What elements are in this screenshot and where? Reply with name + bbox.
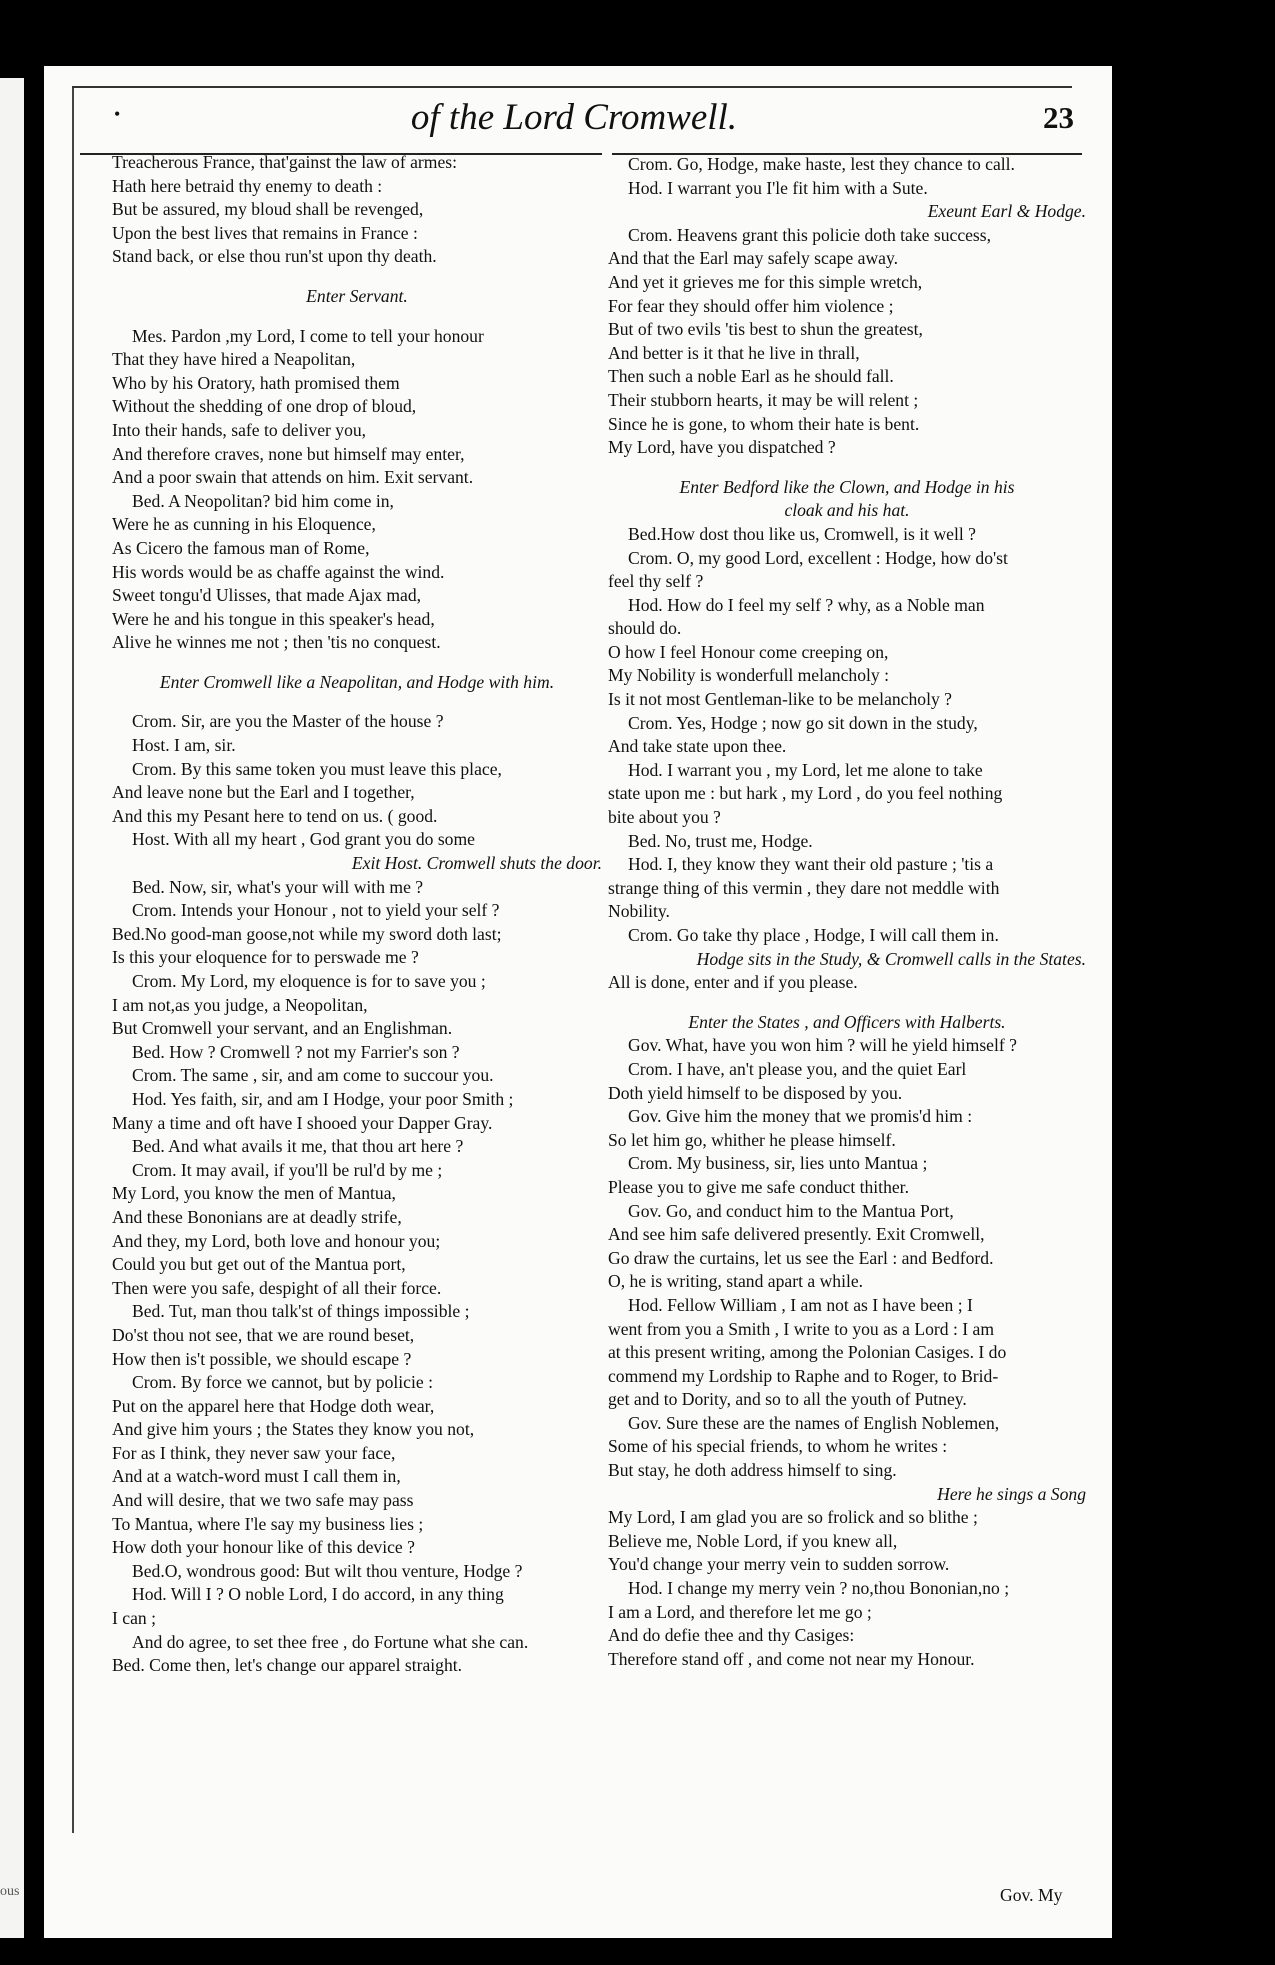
text-line: Bed. How ? Cromwell ? not my Farrier's son ? bbox=[132, 1041, 460, 1062]
text-line: Put on the apparel here that Hodge doth wear, bbox=[112, 1395, 435, 1416]
text-line: Bed. A Neopolitan? bid him come in, bbox=[132, 490, 394, 511]
text-line: And do agree, to set thee free , do Fortune what she can. bbox=[132, 1631, 529, 1652]
page-number: 23 bbox=[1043, 100, 1074, 135]
text-line: Sweet tongu'd Ulisses, that made Ajax mad, bbox=[112, 585, 422, 606]
text-line: Then such a noble Earl as he should fall. bbox=[608, 366, 894, 387]
text-line: And do defie thee and thy Casiges: bbox=[608, 1625, 855, 1646]
running-title: of the Lord Cromwell. bbox=[410, 97, 738, 138]
text-line: My Lord, I am glad you are so frolick and so blithe ; bbox=[608, 1507, 978, 1528]
text-line: Then were you safe, despight of all their force. bbox=[112, 1277, 442, 1298]
text-line: Could you but get out of the Mantua port, bbox=[112, 1254, 406, 1275]
text-line: And therefore craves, none but himself may enter, bbox=[112, 443, 465, 464]
text-line: Many a time and oft have I shooed your Dapper Gray. bbox=[112, 1112, 493, 1133]
text-line: Into their hands, safe to deliver you, bbox=[112, 419, 367, 440]
text-line: Crom. It may avail, if you'll be rul'd by me ; bbox=[132, 1159, 443, 1180]
text-line: at this present writing, among the Polonian Casiges. I do bbox=[608, 1342, 1007, 1363]
text-line: Exeunt Earl & Hodge. bbox=[927, 201, 1086, 222]
text-line: My Lord, have you dispatched ? bbox=[608, 437, 836, 458]
text-line: Hod. Fellow William , I am not as I have been ; I bbox=[628, 1294, 973, 1315]
text-line: Therefore stand off , and come not near my Honour. bbox=[608, 1648, 975, 1669]
catchword: Gov. My bbox=[1000, 1885, 1063, 1905]
text-line: All is done, enter and if you please. bbox=[608, 972, 858, 993]
text-line: Here he sings a Song bbox=[937, 1483, 1086, 1504]
text-line: You'd change your merry vein to sudden sorrow. bbox=[608, 1554, 950, 1575]
text-line: bite about you ? bbox=[608, 807, 721, 828]
text-line: Their stubborn hearts, it may be will relent ; bbox=[608, 389, 919, 410]
text-line: Hod. I, they know they want their old pasture ; 'tis a bbox=[628, 854, 994, 875]
text-line: Enter Bedford like the Clown, and Hodge in his bbox=[679, 476, 1015, 497]
left-column bbox=[112, 151, 602, 1678]
text-line: And these Bononians are at deadly strife, bbox=[112, 1206, 402, 1227]
text-line: Is this your eloquence for to perswade me ? bbox=[112, 947, 419, 968]
frame-left-line bbox=[72, 88, 74, 1833]
text-line: Host. With all my heart , God grant you do some bbox=[132, 829, 475, 850]
text-line: So let him go, whither he please himself. bbox=[608, 1129, 896, 1150]
text-line: And will desire, that we two safe may pass bbox=[112, 1490, 414, 1511]
text-line: Crom. By force we cannot, but by policie : bbox=[132, 1372, 433, 1393]
text-line: And that the Earl may safely scape away. bbox=[608, 248, 899, 269]
text-line: Enter the States , and Officers with Halberts. bbox=[688, 1011, 1006, 1032]
text-line: To Mantua, where I'le say my business lies ; bbox=[112, 1513, 424, 1534]
text-line: His words would be as chaffe against the wind. bbox=[112, 561, 445, 582]
previous-page-edge bbox=[0, 78, 24, 1938]
text-line: Doth yield himself to be disposed by you. bbox=[608, 1082, 903, 1103]
text-line: Crom. I have, an't please you, and the quiet Earl bbox=[628, 1058, 967, 1079]
text-line: Do'st thou not see, that we are round beset, bbox=[112, 1324, 415, 1345]
text-line: I am a Lord, and therefore let me go ; bbox=[608, 1601, 872, 1622]
text-line: Mes. Pardon ,my Lord, I come to tell your honour bbox=[132, 325, 484, 346]
text-line: And they, my Lord, both love and honour you; bbox=[112, 1230, 441, 1251]
text-line: Bed. Tut, man thou talk'st of things impossible ; bbox=[132, 1301, 470, 1322]
text-line: And see him safe delivered presently. Exit Cromwell, bbox=[608, 1224, 985, 1245]
text-line: feel thy self ? bbox=[608, 571, 704, 592]
text-line: O, he is writing, stand apart a while. bbox=[608, 1271, 864, 1292]
text-line: Treacherous France, that'gainst the law of armes: bbox=[112, 152, 458, 172]
text-line: Upon the best lives that remains in France : bbox=[112, 222, 418, 243]
text-line: But be assured, my bloud shall be revenged, bbox=[112, 199, 424, 220]
text-line: Hod. I change my merry vein ? no,thou Bononian,no ; bbox=[628, 1578, 1010, 1599]
text-line: should do. bbox=[608, 618, 682, 639]
text-line: Gov. Give him the money that we promis'd him : bbox=[628, 1106, 973, 1127]
text-line: I can ; bbox=[112, 1608, 156, 1629]
text-line: How doth your honour like of this device ? bbox=[112, 1537, 415, 1558]
text-line: Hod. I warrant you , my Lord, let me alone to take bbox=[628, 759, 983, 780]
text-line: Bed. No, trust me, Hodge. bbox=[628, 830, 813, 851]
text-line: Bed. Come then, let's change our apparel straight. bbox=[112, 1655, 463, 1676]
text-line: Nobility. bbox=[608, 901, 670, 922]
text-line: But of two evils 'tis best to shun the greatest, bbox=[608, 319, 923, 340]
text-line: Bed.No good-man goose,not while my sword doth last; bbox=[112, 923, 502, 944]
text-line: Alive he winnes me not ; then 'tis no conquest. bbox=[112, 632, 441, 653]
text-line: Please you to give me safe conduct thither. bbox=[608, 1176, 909, 1197]
text-line: And better is it that he live in thrall, bbox=[608, 342, 860, 363]
text-line: Crom. My business, sir, lies unto Mantua ; bbox=[628, 1153, 928, 1174]
text-line: And take state upon thee. bbox=[608, 736, 787, 757]
text-line: Believe me, Noble Lord, if you knew all, bbox=[608, 1530, 898, 1551]
text-line bbox=[112, 269, 602, 285]
text-line: Hodge sits in the Study, & Cromwell calls in the States. bbox=[696, 948, 1086, 969]
text-line: And a poor swain that attends on him. Exit servant. bbox=[112, 467, 474, 488]
text-line: Who by his Oratory, hath promised them bbox=[112, 372, 400, 393]
text-line: And at a watch-word must I call them in, bbox=[112, 1466, 401, 1487]
page-header bbox=[74, 92, 1074, 152]
text-line: Hod. Yes faith, sir, and am I Hodge, your poor Smith ; bbox=[132, 1088, 514, 1109]
text-line: Bed. Now, sir, what's your will with me ? bbox=[132, 876, 424, 897]
text-line: Crom. Go, Hodge, make haste, lest they chance to call. bbox=[628, 154, 1015, 174]
text-line: For fear they should offer him violence ; bbox=[608, 295, 894, 316]
text-line bbox=[112, 309, 602, 325]
text-line: Hod. How do I feel my self ? why, as a Noble man bbox=[628, 594, 985, 615]
text-line: My Lord, you know the men of Mantua, bbox=[112, 1183, 396, 1204]
text-line: Were he as cunning in his Eloquence, bbox=[112, 514, 376, 535]
text-line: Bed.How dost thou like us, Cromwell, is it well ? bbox=[628, 523, 976, 544]
text-line: cloak and his hat. bbox=[784, 500, 910, 521]
text-line: Gov. What, have you won him ? will he yield himself ? bbox=[628, 1035, 1017, 1056]
text-line bbox=[112, 694, 602, 710]
text-line: O how I feel Honour come creeping on, bbox=[608, 641, 889, 662]
text-line: Enter Servant. bbox=[306, 285, 408, 306]
text-line: Bed.O, wondrous good: But wilt thou venture, Hodge ? bbox=[132, 1560, 523, 1581]
text-line bbox=[608, 995, 1086, 1011]
text-line: Exit Host. Cromwell shuts the door. bbox=[351, 853, 602, 874]
text-line: My Nobility is wonderfull melancholy : bbox=[608, 665, 889, 686]
text-line: Since he is gone, to whom their hate is bent. bbox=[608, 413, 920, 434]
text-line: Hod. I warrant you I'le fit him with a Sute. bbox=[628, 177, 928, 198]
header-ornament: • bbox=[114, 104, 121, 124]
text-line: Crom. Intends your Honour , not to yield your self ? bbox=[132, 900, 500, 921]
text-line: Hath here betraid thy enemy to death : bbox=[112, 175, 383, 196]
text-line: Stand back, or else thou run'st upon thy death. bbox=[112, 246, 437, 267]
text-line: How then is't possible, we should escape ? bbox=[112, 1348, 412, 1369]
text-line: As Cicero the famous man of Rome, bbox=[112, 537, 370, 558]
text-line: Gov. Sure these are the names of English Noblemen, bbox=[628, 1412, 1000, 1433]
text-line: Crom. Heavens grant this policie doth take success, bbox=[628, 224, 992, 245]
text-line bbox=[608, 460, 1086, 476]
text-line: That they have hired a Neapolitan, bbox=[112, 349, 356, 370]
text-line: Some of his special friends, to whom he writes : bbox=[608, 1436, 948, 1457]
right-column bbox=[608, 153, 1086, 1671]
text-line: Go draw the curtains, let us see the Earl : and Bedford. bbox=[608, 1247, 994, 1268]
text-line: Is it not most Gentleman-like to be melancholy ? bbox=[608, 689, 952, 710]
text-line: commend my Lordship to Raphe and to Roger, to Brid- bbox=[608, 1365, 999, 1386]
text-line: Bed. And what avails it me, that thou art here ? bbox=[132, 1136, 464, 1157]
text-line: And this my Pesant here to tend on us. ( good. bbox=[112, 805, 438, 826]
text-line: And yet it grieves me for this simple wretch, bbox=[608, 271, 923, 292]
text-line: But Cromwell your servant, and an Englishman. bbox=[112, 1018, 453, 1039]
text-line: strange thing of this vermin , they dare not meddle with bbox=[608, 877, 1000, 898]
text-line: Crom. My Lord, my eloquence is for to save you ; bbox=[132, 971, 486, 991]
text-line: Crom. By this same token you must leave this place, bbox=[132, 758, 502, 779]
text-line: And give him yours ; the States they know you not, bbox=[112, 1419, 475, 1440]
frame-top-line bbox=[72, 86, 1072, 88]
text-line: Enter Cromwell like a Neapolitan, and Hodge with him. bbox=[159, 671, 555, 692]
text-line: Crom. O, my good Lord, excellent : Hodge, how do'st bbox=[628, 547, 1008, 568]
text-line bbox=[112, 655, 602, 671]
text-line: Crom. Go take thy place , Hodge, I will call them in. bbox=[628, 925, 999, 945]
text-line: Hod. Will I ? O noble Lord, I do accord, in any thing bbox=[132, 1584, 504, 1605]
text-line: Host. I am, sir. bbox=[132, 735, 236, 756]
text-line: For as I think, they never saw your face, bbox=[112, 1442, 396, 1463]
text-line: Crom. Yes, Hodge ; now go sit down in the study, bbox=[628, 712, 978, 733]
text-line: I am not,as you judge, a Neopolitan, bbox=[112, 994, 368, 1015]
text-line: Without the shedding of one drop of bloud, bbox=[112, 396, 417, 417]
text-line: Were he and his tongue in this speaker's head, bbox=[112, 608, 435, 629]
text-line: Crom. The same , sir, and am come to succour you. bbox=[132, 1065, 494, 1086]
text-line: Gov. Go, and conduct him to the Mantua Port, bbox=[628, 1200, 954, 1221]
text-line: And leave none but the Earl and I together, bbox=[112, 782, 415, 803]
text-line: went from you a Smith , I write to you as a Lord : I am bbox=[608, 1318, 995, 1339]
text-line: state upon me : but hark , my Lord , do you feel nothing bbox=[608, 783, 1003, 804]
text-line: But stay, he doth address himself to sing. bbox=[608, 1460, 897, 1481]
previous-page-fragment: ous bbox=[0, 1884, 20, 1899]
text-line: Crom. Sir, are you the Master of the house ? bbox=[132, 711, 444, 732]
text-line: get and to Dority, and so to all the youth of Putney. bbox=[608, 1389, 967, 1410]
